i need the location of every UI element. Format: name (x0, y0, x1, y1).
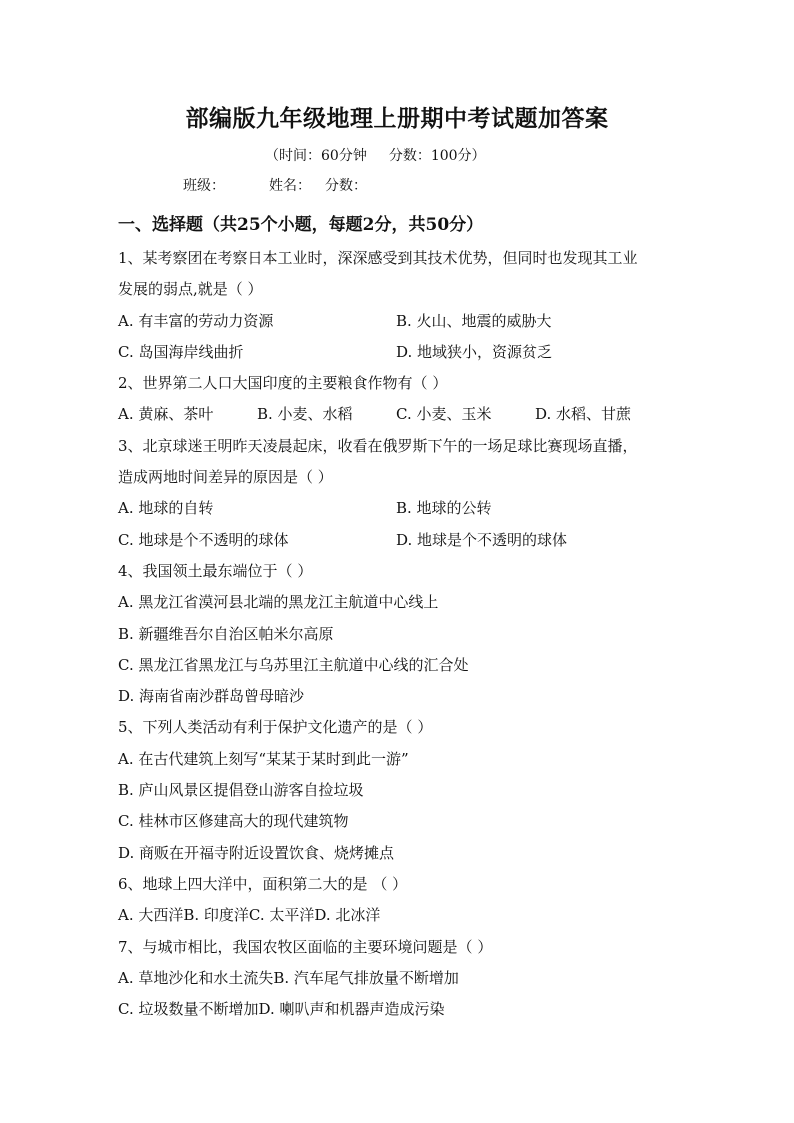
q3-option-d: D. 地球是个不透明的球体 (396, 530, 568, 549)
q1-options-ab (118, 306, 688, 337)
q2-options (118, 399, 688, 430)
q1-option-d: D. 地域狭小，资源贫乏 (396, 342, 553, 361)
exam-score-total: 分数：100分） (388, 148, 486, 164)
q1-options-cd (118, 337, 688, 368)
q7-options-ab: A. 草地沙化和水土流失B. 汽车尾气排放量不断增加 (118, 968, 459, 987)
q1-option-a: A. 有丰富的劳动力资源 (118, 311, 274, 330)
q3-options-cd (118, 525, 688, 556)
q3-stem-line2: 造成两地时间差异的原因是（ ） (118, 468, 333, 487)
student-info-line (183, 175, 367, 195)
q3-option-a: A. 地球的自转 (118, 499, 214, 518)
score-label: 分数： (325, 178, 367, 194)
exam-title: 部编版九年级地理上册期中考试题加答案 (185, 105, 609, 132)
q2-option-c: C. 小麦、玉米 (396, 405, 492, 424)
q3-options-ab (118, 493, 688, 524)
q7-stem: 7、与城市相比，我国农牧区面临的主要环境问题是（ ） (118, 937, 493, 956)
q4-option-b: B. 新疆维吾尔自治区帕米尔高原 (118, 624, 334, 643)
q6-stem: 6、地球上四大洋中，面积第二大的是 （ ） (118, 874, 408, 893)
q4-option-d: D. 海南省南沙群岛曾母暗沙 (118, 687, 305, 706)
q3-option-b: B. 地球的公转 (396, 499, 492, 518)
q2-option-d: D. 水稻、甘蔗 (535, 405, 632, 424)
q3-option-c: C. 地球是个不透明的球体 (118, 530, 289, 549)
q5-option-c: C. 桂林市区修建高大的现代建筑物 (118, 812, 349, 831)
q1-option-c: C. 岛国海岸线曲折 (118, 342, 244, 361)
q1-option-b: B. 火山、地震的威胁大 (396, 311, 552, 330)
q1-stem-line1: 1、某考察团在考察日本工业时，深深感受到其技术优势，但同时也发现其工业 (118, 249, 638, 267)
q2-stem: 2、世界第二人口大国印度的主要粮食作物有（ ） (118, 374, 448, 393)
name-label: 姓名： (269, 178, 311, 194)
q2-option-b: B. 小麦、水稻 (257, 405, 353, 424)
q4-stem: 4、我国领土最东端位于（ ） (118, 561, 313, 580)
q1-stem-line2: 发展的弱点,就是（ ） (118, 280, 263, 299)
exam-time-score (265, 145, 486, 165)
q4-option-c: C. 黑龙江省黑龙江与乌苏里江主航道中心线的汇合处 (118, 655, 469, 674)
question-list (118, 243, 688, 1025)
q5-option-b: B. 庐山风景区提倡登山游客自捡垃圾 (118, 781, 364, 800)
q5-option-a: A. 在古代建筑上刻写“某某于某时到此一游” (118, 749, 409, 768)
q5-stem: 5、下列人类活动有利于保护文化遗产的是（ ） (118, 718, 433, 737)
section-heading: 一、选择题（共25个小题，每题2分，共50分） (118, 215, 484, 235)
q6-options: A. 大西洋B. 印度洋C. 太平洋D. 北冰洋 (118, 906, 381, 925)
q2-option-a: A. 黄麻、茶叶 (118, 405, 214, 424)
class-label: 班级： (183, 178, 225, 194)
q3-stem-line1: 3、北京球迷王明昨天凌晨起床，收看在俄罗斯下午的一场足球比赛现场直播， (118, 436, 638, 455)
q5-option-d: D. 商贩在开福寺附近设置饮食、烧烤摊点 (118, 843, 395, 862)
exam-time: （时间：60分钟 (265, 148, 367, 164)
q4-option-a: A. 黑龙江省漠河县北端的黑龙江主航道中心线上 (118, 593, 439, 612)
q7-options-cd: C. 垃圾数量不断增加D. 喇叭声和机器声造成污染 (118, 1000, 445, 1019)
